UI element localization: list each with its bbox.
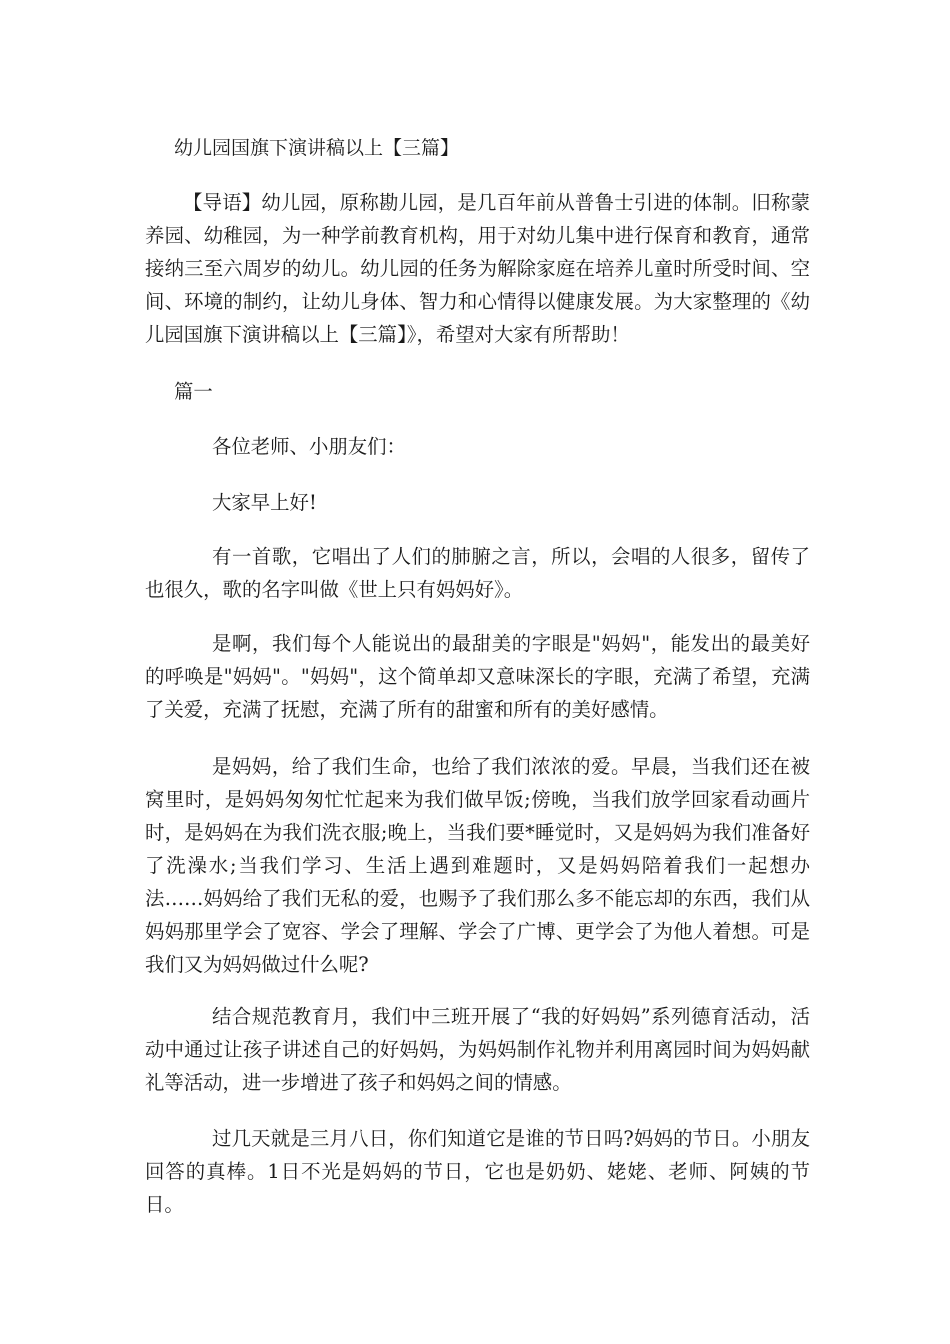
document-title: 幼儿园国旗下演讲稿以上【三篇】 [174,137,460,159]
body-paragraph-1: 有一首歌，它唱出了人们的肺腑之言，所以，会唱的人很多，留传了也很久，歌的名字叫做《世上只有妈妈好》。 [145,545,810,601]
body-paragraph-3: 是妈妈，给了我们生命，也给了我们浓浓的爱。早晨，当我们还在被窝里时，是妈妈匆匆忙忙起来为我们做早饭;傍晚，当我们放学回家看动画片时，是妈妈在为我们洗衣服;晚上，当我们要*睡觉时，又是妈妈为我们准备好了洗澡水;当我们学习、生活上遇到难题时，又是妈妈陪着我们一起想办法……妈妈给了我们无私的爱，也赐予了我们那么多不能忘却的东西，我们从妈妈那里学会了宽容、学会了理解、学会了广博、更学会了为他人着想。可是我们又为妈妈做过什么呢? [145,755,810,976]
salutation: 各位老师、小朋友们： [212,435,406,458]
intro-paragraph: 【导语】幼儿园，原称勘儿园，是几百年前从普鲁士引进的体制。旧称蒙养园、幼稚园，为一种学前教育机构，用于对幼儿集中进行保育和教育，通常接纳三至六周岁的幼儿。幼儿园的任务为解除家庭在培养儿童时所受时间、空间、环境的制约，让幼儿身体、智力和心情得以健康发展。为大家整理的《幼儿园国旗下演讲稿以上【三篇】》，希望对大家有所帮助！ [145,191,810,346]
body-paragraph-2: 是啊，我们每个人能说出的最甜美的字眼是"妈妈"，能发出的最美好的呼唤是"妈妈"。"妈妈"，这个简单却又意味深长的字眼，充满了希望，充满了关爱，充满了抚慰，充满了所有的甜蜜和所有的美好感情。 [145,632,810,721]
body-paragraph-4: 结合规范教育月，我们中三班开展了“我的好妈妈”系列德育活动，活动中通过让孩子讲述自己的好妈妈，为妈妈制作礼物并利用离园时间为妈妈献礼等活动，进一步增进了孩子和妈妈之间的情感。 [145,1005,810,1094]
body-paragraph-5: 过几天就是三月八日，你们知道它是谁的节日吗?妈妈的节日。小朋友回答的真棒。1日不光是妈妈的节日，它也是奶奶、姥姥、老师、阿姨的节日。 [145,1127,810,1216]
section-heading: 篇一 [174,380,213,403]
greeting: 大家早上好! [212,491,317,514]
